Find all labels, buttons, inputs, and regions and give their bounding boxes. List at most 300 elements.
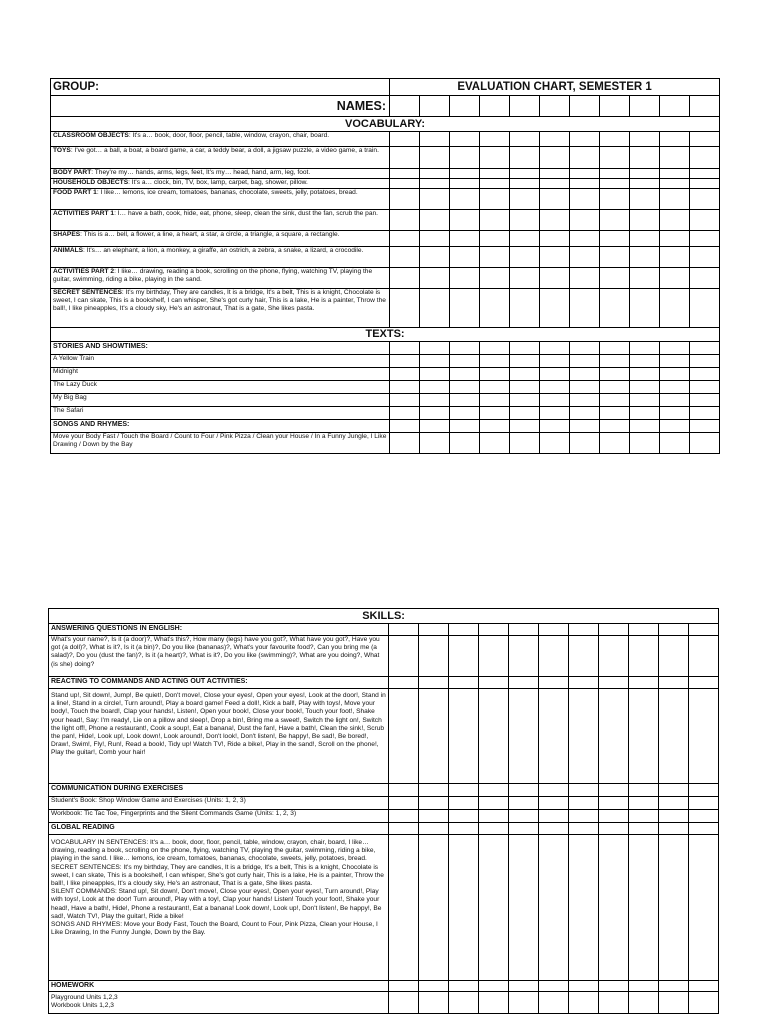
score-cell[interactable] (510, 368, 540, 381)
score-cell[interactable] (570, 420, 600, 433)
score-cell[interactable] (570, 268, 600, 289)
score-cell[interactable] (660, 381, 690, 394)
score-cell[interactable] (450, 231, 480, 247)
score-cell[interactable] (600, 210, 630, 231)
score-cell[interactable] (419, 810, 449, 823)
score-cell[interactable] (420, 189, 450, 210)
score-cell[interactable] (450, 342, 480, 355)
score-cell[interactable] (630, 231, 660, 247)
score-cell[interactable] (390, 407, 420, 420)
score-cell[interactable] (660, 289, 690, 328)
score-cell[interactable] (689, 810, 719, 823)
score-cell[interactable] (510, 289, 540, 328)
score-cell[interactable] (569, 810, 599, 823)
score-cell[interactable] (599, 689, 629, 784)
score-cell[interactable] (509, 823, 539, 835)
score-cell[interactable] (540, 147, 570, 169)
score-cell[interactable] (569, 636, 599, 677)
score-cell[interactable] (480, 342, 510, 355)
score-cell[interactable] (390, 381, 420, 394)
score-cell[interactable] (510, 179, 540, 189)
score-cell[interactable] (540, 289, 570, 328)
score-cell[interactable] (600, 169, 630, 179)
score-cell[interactable] (510, 355, 540, 368)
score-cell[interactable] (570, 289, 600, 328)
score-cell[interactable] (509, 784, 539, 797)
name-cell[interactable] (690, 96, 720, 117)
score-cell[interactable] (660, 342, 690, 355)
score-cell[interactable] (420, 381, 450, 394)
score-cell[interactable] (449, 981, 479, 992)
score-cell[interactable] (570, 179, 600, 189)
score-cell[interactable] (659, 636, 689, 677)
score-cell[interactable] (419, 797, 449, 810)
score-cell[interactable] (420, 420, 450, 433)
score-cell[interactable] (599, 981, 629, 992)
score-cell[interactable] (570, 342, 600, 355)
score-cell[interactable] (509, 835, 539, 981)
score-cell[interactable] (420, 179, 450, 189)
score-cell[interactable] (420, 394, 450, 407)
score-cell[interactable] (570, 394, 600, 407)
score-cell[interactable] (570, 407, 600, 420)
score-cell[interactable] (419, 835, 449, 981)
score-cell[interactable] (659, 689, 689, 784)
score-cell[interactable] (540, 355, 570, 368)
score-cell[interactable] (420, 247, 450, 268)
score-cell[interactable] (449, 689, 479, 784)
score-cell[interactable] (450, 368, 480, 381)
score-cell[interactable] (390, 394, 420, 407)
score-cell[interactable] (389, 784, 419, 797)
score-cell[interactable] (630, 268, 660, 289)
score-cell[interactable] (540, 394, 570, 407)
score-cell[interactable] (600, 231, 630, 247)
score-cell[interactable] (540, 381, 570, 394)
score-cell[interactable] (510, 210, 540, 231)
name-cell[interactable] (450, 96, 480, 117)
score-cell[interactable] (390, 247, 420, 268)
score-cell[interactable] (600, 147, 630, 169)
score-cell[interactable] (539, 677, 569, 689)
score-cell[interactable] (659, 797, 689, 810)
score-cell[interactable] (570, 169, 600, 179)
score-cell[interactable] (539, 823, 569, 835)
score-cell[interactable] (690, 420, 720, 433)
score-cell[interactable] (420, 368, 450, 381)
score-cell[interactable] (570, 231, 600, 247)
score-cell[interactable] (540, 342, 570, 355)
score-cell[interactable] (509, 992, 539, 1014)
score-cell[interactable] (480, 210, 510, 231)
score-cell[interactable] (510, 342, 540, 355)
score-cell[interactable] (599, 835, 629, 981)
score-cell[interactable] (480, 268, 510, 289)
score-cell[interactable] (630, 420, 660, 433)
score-cell[interactable] (690, 368, 720, 381)
score-cell[interactable] (480, 368, 510, 381)
score-cell[interactable] (690, 247, 720, 268)
score-cell[interactable] (389, 981, 419, 992)
score-cell[interactable] (389, 810, 419, 823)
score-cell[interactable] (690, 407, 720, 420)
score-cell[interactable] (660, 394, 690, 407)
score-cell[interactable] (420, 433, 450, 454)
score-cell[interactable] (509, 689, 539, 784)
score-cell[interactable] (510, 407, 540, 420)
score-cell[interactable] (689, 981, 719, 992)
score-cell[interactable] (659, 677, 689, 689)
score-cell[interactable] (690, 381, 720, 394)
score-cell[interactable] (510, 231, 540, 247)
score-cell[interactable] (479, 992, 509, 1014)
score-cell[interactable] (449, 784, 479, 797)
score-cell[interactable] (389, 823, 419, 835)
score-cell[interactable] (449, 677, 479, 689)
score-cell[interactable] (630, 433, 660, 454)
score-cell[interactable] (420, 268, 450, 289)
score-cell[interactable] (600, 247, 630, 268)
score-cell[interactable] (479, 677, 509, 689)
score-cell[interactable] (600, 368, 630, 381)
score-cell[interactable] (389, 636, 419, 677)
score-cell[interactable] (540, 189, 570, 210)
score-cell[interactable] (629, 810, 659, 823)
score-cell[interactable] (689, 823, 719, 835)
score-cell[interactable] (570, 381, 600, 394)
score-cell[interactable] (389, 835, 419, 981)
score-cell[interactable] (509, 624, 539, 636)
score-cell[interactable] (630, 394, 660, 407)
score-cell[interactable] (419, 677, 449, 689)
score-cell[interactable] (689, 636, 719, 677)
name-cell[interactable] (630, 96, 660, 117)
score-cell[interactable] (479, 689, 509, 784)
score-cell[interactable] (569, 981, 599, 992)
score-cell[interactable] (480, 179, 510, 189)
score-cell[interactable] (510, 381, 540, 394)
score-cell[interactable] (480, 420, 510, 433)
score-cell[interactable] (629, 835, 659, 981)
score-cell[interactable] (540, 247, 570, 268)
score-cell[interactable] (630, 179, 660, 189)
score-cell[interactable] (510, 169, 540, 179)
score-cell[interactable] (629, 797, 659, 810)
name-cell[interactable] (660, 96, 690, 117)
score-cell[interactable] (540, 268, 570, 289)
score-cell[interactable] (569, 823, 599, 835)
score-cell[interactable] (569, 677, 599, 689)
score-cell[interactable] (449, 797, 479, 810)
score-cell[interactable] (510, 247, 540, 268)
score-cell[interactable] (509, 636, 539, 677)
score-cell[interactable] (570, 355, 600, 368)
name-cell[interactable] (420, 96, 450, 117)
score-cell[interactable] (390, 433, 420, 454)
score-cell[interactable] (389, 624, 419, 636)
score-cell[interactable] (660, 147, 690, 169)
score-cell[interactable] (660, 355, 690, 368)
score-cell[interactable] (630, 342, 660, 355)
score-cell[interactable] (539, 784, 569, 797)
score-cell[interactable] (450, 289, 480, 328)
score-cell[interactable] (509, 981, 539, 992)
score-cell[interactable] (690, 179, 720, 189)
score-cell[interactable] (509, 677, 539, 689)
score-cell[interactable] (599, 810, 629, 823)
score-cell[interactable] (480, 231, 510, 247)
score-cell[interactable] (419, 784, 449, 797)
score-cell[interactable] (480, 355, 510, 368)
score-cell[interactable] (450, 132, 480, 147)
score-cell[interactable] (450, 179, 480, 189)
score-cell[interactable] (419, 636, 449, 677)
score-cell[interactable] (690, 289, 720, 328)
score-cell[interactable] (539, 689, 569, 784)
score-cell[interactable] (660, 210, 690, 231)
score-cell[interactable] (630, 407, 660, 420)
score-cell[interactable] (659, 981, 689, 992)
score-cell[interactable] (629, 784, 659, 797)
score-cell[interactable] (570, 132, 600, 147)
score-cell[interactable] (390, 342, 420, 355)
score-cell[interactable] (450, 268, 480, 289)
score-cell[interactable] (450, 407, 480, 420)
score-cell[interactable] (420, 132, 450, 147)
score-cell[interactable] (390, 179, 420, 189)
score-cell[interactable] (569, 992, 599, 1014)
score-cell[interactable] (450, 169, 480, 179)
score-cell[interactable] (600, 433, 630, 454)
score-cell[interactable] (449, 992, 479, 1014)
score-cell[interactable] (599, 677, 629, 689)
score-cell[interactable] (689, 992, 719, 1014)
score-cell[interactable] (540, 132, 570, 147)
score-cell[interactable] (540, 368, 570, 381)
score-cell[interactable] (599, 823, 629, 835)
score-cell[interactable] (659, 992, 689, 1014)
score-cell[interactable] (540, 407, 570, 420)
score-cell[interactable] (630, 289, 660, 328)
score-cell[interactable] (540, 169, 570, 179)
score-cell[interactable] (480, 394, 510, 407)
score-cell[interactable] (599, 636, 629, 677)
score-cell[interactable] (539, 835, 569, 981)
score-cell[interactable] (600, 268, 630, 289)
score-cell[interactable] (449, 835, 479, 981)
score-cell[interactable] (390, 368, 420, 381)
score-cell[interactable] (389, 677, 419, 689)
score-cell[interactable] (390, 132, 420, 147)
score-cell[interactable] (599, 992, 629, 1014)
score-cell[interactable] (449, 636, 479, 677)
score-cell[interactable] (629, 992, 659, 1014)
score-cell[interactable] (449, 823, 479, 835)
score-cell[interactable] (660, 268, 690, 289)
score-cell[interactable] (630, 368, 660, 381)
score-cell[interactable] (540, 433, 570, 454)
name-cell[interactable] (600, 96, 630, 117)
score-cell[interactable] (450, 247, 480, 268)
score-cell[interactable] (690, 394, 720, 407)
score-cell[interactable] (540, 231, 570, 247)
score-cell[interactable] (450, 189, 480, 210)
score-cell[interactable] (450, 420, 480, 433)
score-cell[interactable] (419, 624, 449, 636)
score-cell[interactable] (629, 677, 659, 689)
score-cell[interactable] (569, 797, 599, 810)
score-cell[interactable] (479, 797, 509, 810)
score-cell[interactable] (630, 381, 660, 394)
score-cell[interactable] (630, 132, 660, 147)
score-cell[interactable] (690, 132, 720, 147)
score-cell[interactable] (510, 420, 540, 433)
score-cell[interactable] (539, 636, 569, 677)
score-cell[interactable] (630, 189, 660, 210)
score-cell[interactable] (629, 823, 659, 835)
score-cell[interactable] (689, 784, 719, 797)
score-cell[interactable] (660, 189, 690, 210)
score-cell[interactable] (419, 823, 449, 835)
score-cell[interactable] (480, 407, 510, 420)
score-cell[interactable] (510, 132, 540, 147)
score-cell[interactable] (479, 981, 509, 992)
score-cell[interactable] (539, 624, 569, 636)
score-cell[interactable] (689, 835, 719, 981)
score-cell[interactable] (540, 420, 570, 433)
score-cell[interactable] (660, 247, 690, 268)
score-cell[interactable] (600, 132, 630, 147)
score-cell[interactable] (510, 268, 540, 289)
score-cell[interactable] (390, 147, 420, 169)
score-cell[interactable] (449, 810, 479, 823)
score-cell[interactable] (600, 420, 630, 433)
score-cell[interactable] (630, 147, 660, 169)
score-cell[interactable] (660, 132, 690, 147)
score-cell[interactable] (600, 394, 630, 407)
score-cell[interactable] (600, 289, 630, 328)
score-cell[interactable] (690, 231, 720, 247)
score-cell[interactable] (660, 169, 690, 179)
score-cell[interactable] (599, 624, 629, 636)
score-cell[interactable] (420, 342, 450, 355)
score-cell[interactable] (689, 797, 719, 810)
score-cell[interactable] (419, 981, 449, 992)
score-cell[interactable] (690, 268, 720, 289)
score-cell[interactable] (570, 210, 600, 231)
score-cell[interactable] (690, 342, 720, 355)
score-cell[interactable] (659, 823, 689, 835)
score-cell[interactable] (599, 797, 629, 810)
score-cell[interactable] (510, 433, 540, 454)
score-cell[interactable] (480, 189, 510, 210)
score-cell[interactable] (660, 368, 690, 381)
score-cell[interactable] (539, 992, 569, 1014)
score-cell[interactable] (689, 677, 719, 689)
score-cell[interactable] (479, 810, 509, 823)
score-cell[interactable] (600, 381, 630, 394)
score-cell[interactable] (630, 247, 660, 268)
score-cell[interactable] (660, 420, 690, 433)
score-cell[interactable] (420, 169, 450, 179)
score-cell[interactable] (450, 433, 480, 454)
name-cell[interactable] (570, 96, 600, 117)
score-cell[interactable] (690, 433, 720, 454)
score-cell[interactable] (600, 179, 630, 189)
score-cell[interactable] (570, 247, 600, 268)
name-cell[interactable] (480, 96, 510, 117)
score-cell[interactable] (660, 407, 690, 420)
score-cell[interactable] (480, 381, 510, 394)
score-cell[interactable] (600, 355, 630, 368)
score-cell[interactable] (509, 797, 539, 810)
score-cell[interactable] (479, 784, 509, 797)
score-cell[interactable] (509, 810, 539, 823)
score-cell[interactable] (510, 147, 540, 169)
score-cell[interactable] (420, 210, 450, 231)
score-cell[interactable] (690, 355, 720, 368)
score-cell[interactable] (660, 231, 690, 247)
score-cell[interactable] (600, 342, 630, 355)
score-cell[interactable] (510, 189, 540, 210)
score-cell[interactable] (569, 784, 599, 797)
score-cell[interactable] (480, 433, 510, 454)
score-cell[interactable] (420, 407, 450, 420)
score-cell[interactable] (450, 210, 480, 231)
score-cell[interactable] (449, 624, 479, 636)
score-cell[interactable] (689, 689, 719, 784)
score-cell[interactable] (420, 355, 450, 368)
score-cell[interactable] (629, 689, 659, 784)
score-cell[interactable] (539, 797, 569, 810)
score-cell[interactable] (480, 147, 510, 169)
score-cell[interactable] (420, 231, 450, 247)
score-cell[interactable] (450, 394, 480, 407)
name-cell[interactable] (510, 96, 540, 117)
score-cell[interactable] (389, 797, 419, 810)
score-cell[interactable] (659, 784, 689, 797)
score-cell[interactable] (450, 381, 480, 394)
score-cell[interactable] (390, 189, 420, 210)
score-cell[interactable] (630, 169, 660, 179)
score-cell[interactable] (480, 132, 510, 147)
score-cell[interactable] (570, 433, 600, 454)
score-cell[interactable] (389, 689, 419, 784)
score-cell[interactable] (450, 355, 480, 368)
score-cell[interactable] (390, 231, 420, 247)
score-cell[interactable] (629, 624, 659, 636)
score-cell[interactable] (659, 810, 689, 823)
score-cell[interactable] (419, 992, 449, 1014)
score-cell[interactable] (390, 289, 420, 328)
score-cell[interactable] (540, 179, 570, 189)
score-cell[interactable] (390, 268, 420, 289)
score-cell[interactable] (419, 689, 449, 784)
score-cell[interactable] (420, 289, 450, 328)
score-cell[interactable] (390, 169, 420, 179)
name-cell[interactable] (540, 96, 570, 117)
score-cell[interactable] (690, 189, 720, 210)
score-cell[interactable] (600, 407, 630, 420)
score-cell[interactable] (510, 394, 540, 407)
score-cell[interactable] (690, 169, 720, 179)
score-cell[interactable] (570, 368, 600, 381)
score-cell[interactable] (629, 636, 659, 677)
score-cell[interactable] (660, 433, 690, 454)
score-cell[interactable] (479, 823, 509, 835)
score-cell[interactable] (390, 355, 420, 368)
score-cell[interactable] (569, 689, 599, 784)
